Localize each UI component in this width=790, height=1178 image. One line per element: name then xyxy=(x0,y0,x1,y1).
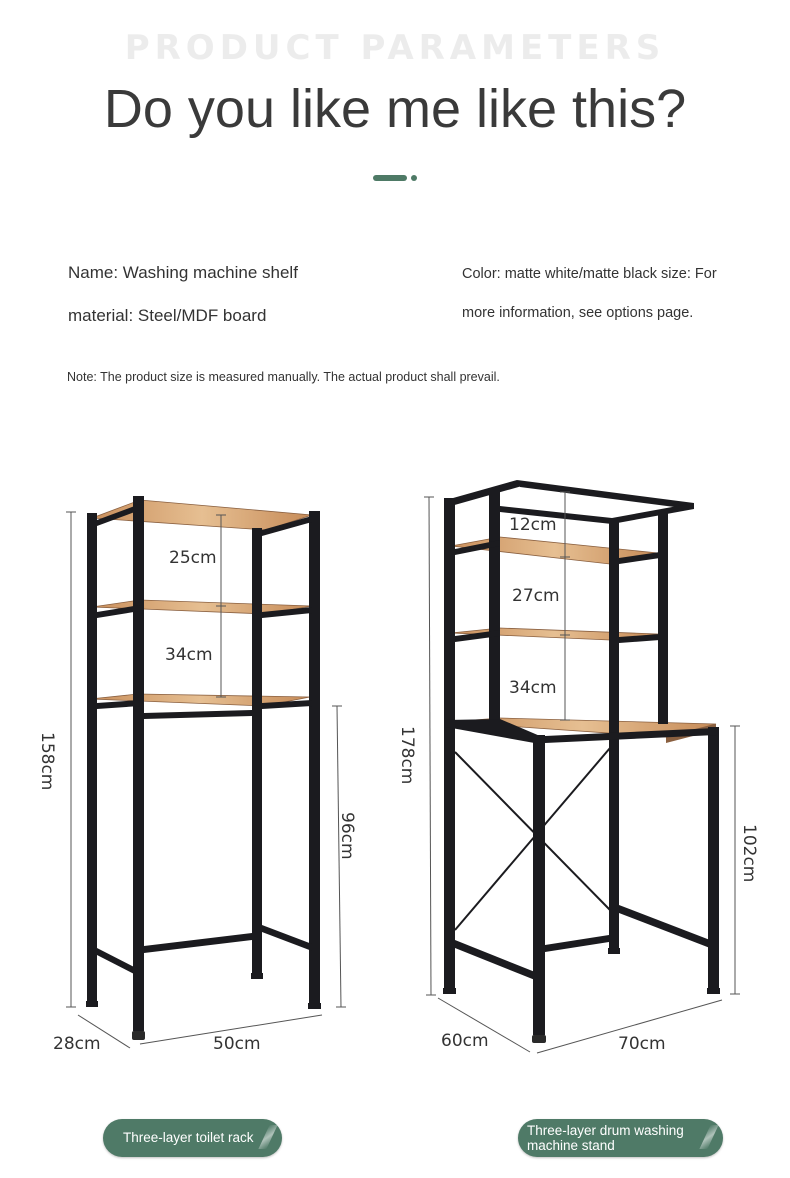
rack2-lower-height-label: 102cm xyxy=(739,824,759,883)
rack2-height-label: 178cm xyxy=(397,726,417,785)
size-note: Note: The product size is measured manually. The actual product shall prevail. xyxy=(67,370,500,384)
rack2-gap-top-label: 12cm xyxy=(509,515,557,535)
page-title: Do you like me like this? xyxy=(103,79,687,139)
rack2-gap-mid-label: 27cm xyxy=(512,586,560,606)
rack1-gap-mid-label: 34cm xyxy=(165,645,213,665)
rack1-post-front-right xyxy=(309,511,320,1005)
rack1-depth-label: 28cm xyxy=(53,1034,101,1054)
product-label-toilet-rack xyxy=(103,1119,282,1157)
rack1-width-label: 50cm xyxy=(213,1034,261,1054)
rack2-width-label: 70cm xyxy=(618,1034,666,1054)
spec-color-more: more information, see options page. xyxy=(462,305,694,321)
rack1-gap-top-label: 25cm xyxy=(169,548,217,568)
product-label-toilet-rack-text: Three-layer toilet rack xyxy=(123,1130,254,1145)
rack1-post-back-left xyxy=(87,513,97,1003)
washing-machine-stand-illustration xyxy=(424,480,740,1053)
spec-material: material: Steel/MDF board xyxy=(68,306,267,325)
rack1-height-label: 158cm xyxy=(37,732,57,791)
pill-shine xyxy=(258,1125,277,1149)
rack2-depth-label: 60cm xyxy=(441,1031,489,1051)
product-label-washing-stand xyxy=(518,1119,723,1157)
background-title: PRODUCT PARAMETERS xyxy=(124,28,666,68)
toilet-rack-illustration xyxy=(66,496,346,1048)
rack1-post-back-right xyxy=(252,528,262,975)
spec-name: Name: Washing machine shelf xyxy=(68,263,298,282)
rack1-lower-height-label: 96cm xyxy=(337,812,357,860)
product-label-washing-stand-text: Three-layer drum washing machine stand xyxy=(527,1123,684,1153)
spec-color: Color: matte white/matte black size: For xyxy=(462,266,717,282)
rack2-gap-low-label: 34cm xyxy=(509,678,557,698)
rack1-post-front-left xyxy=(133,496,144,1031)
